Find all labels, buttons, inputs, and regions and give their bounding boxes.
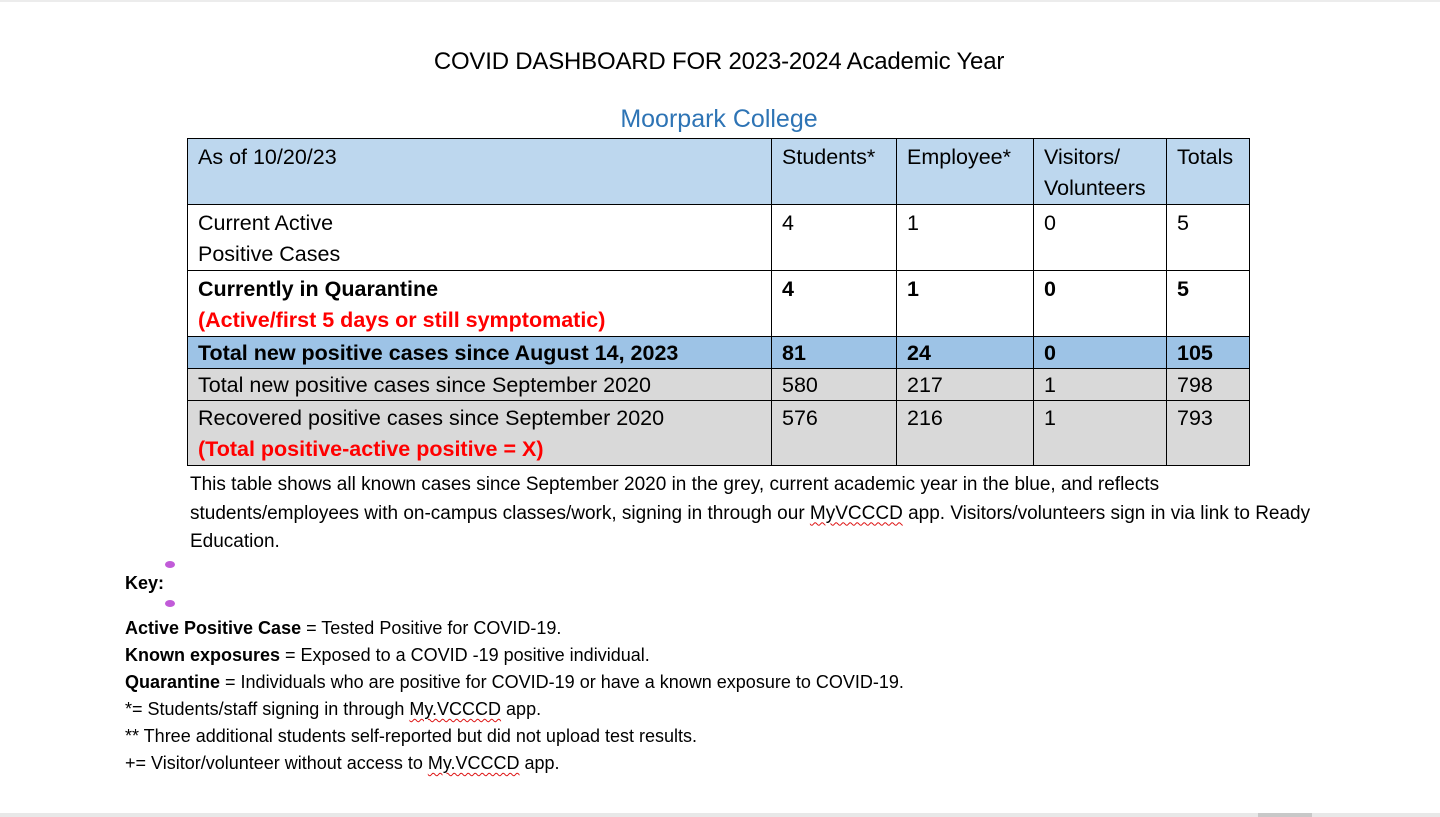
horizontal-scrollbar[interactable] <box>1258 813 1312 817</box>
key-text: app. <box>519 753 560 773</box>
key-text: += Visitor/volunteer without access to <box>125 753 428 773</box>
cell-totals: 5 <box>1167 271 1250 337</box>
key-item-double-star: ** Three additional students self-reported but did not upload test results. <box>125 726 698 746</box>
cell-employee: 217 <box>897 369 1034 401</box>
key-item-star <box>125 696 1225 723</box>
table-row <box>188 205 1250 271</box>
table-row <box>188 369 1250 401</box>
college-name: Moorpark College <box>620 105 818 133</box>
key-heading: Key: <box>125 573 165 593</box>
key-item-quarantine <box>125 669 1225 696</box>
comment-marker-icon[interactable] <box>165 561 175 568</box>
key-item-plus <box>125 750 1225 777</box>
header-visitors <box>1034 139 1167 205</box>
quarantine-label: Currently in Quarantine <box>198 277 439 301</box>
key-app-name: My.VCCCD <box>427 753 520 773</box>
note-text-2: app. Visitors/volunteers sign in via link to Ready Education. <box>190 502 1311 552</box>
cell-totals: 105 <box>1167 337 1250 369</box>
table-explanation-note <box>190 471 1320 557</box>
cell-students: 576 <box>772 401 897 466</box>
cell-visitors: 1 <box>1034 369 1167 401</box>
key-definition: = Tested Positive for COVID-19. <box>301 618 562 638</box>
row-label-active <box>188 205 772 271</box>
key-definition: = Individuals who are positive for COVID-19 or have a known exposure to COVID-19. <box>220 672 904 692</box>
cell-employee: 24 <box>897 337 1034 369</box>
cell-visitors: 0 <box>1034 271 1167 337</box>
cell-students: 81 <box>772 337 897 369</box>
cell-employee: 216 <box>897 401 1034 466</box>
row-label-recovered <box>188 401 772 466</box>
bottom-border <box>0 813 1440 817</box>
note-text-1: This table shows all known cases since September 2020 in the grey, current academic year in the blue, and reflects students/employees with on-campus classes/work, signing in through our <box>190 474 1160 524</box>
key-item-active <box>125 615 1225 642</box>
cell-visitors: 0 <box>1034 337 1167 369</box>
key-text: *= Students/staff signing in through <box>125 699 410 719</box>
table-row <box>188 271 1250 337</box>
header-visitors-line2: Volunteers <box>1044 176 1146 200</box>
key-list <box>125 615 1225 777</box>
key-text: app. <box>501 699 542 719</box>
note-app-name: MyVCCCD <box>809 502 903 524</box>
cell-totals: 798 <box>1167 369 1250 401</box>
table-row <box>188 337 1250 369</box>
recovered-label: Recovered positive cases since September 2020 <box>198 406 665 430</box>
key-app-name: My.VCCCD <box>409 699 502 719</box>
cell-students: 4 <box>772 205 897 271</box>
row-label-year-total: Total new positive cases since August 14, 2023 <box>188 337 772 369</box>
cell-totals: 5 <box>1167 205 1250 271</box>
cell-totals: 793 <box>1167 401 1250 466</box>
covid-cases-table <box>187 138 1250 466</box>
recovered-note: (Total positive-active positive = X) <box>198 437 544 461</box>
cell-visitors: 1 <box>1034 401 1167 466</box>
key-term: Known exposures <box>125 645 281 665</box>
key-definition: = Exposed to a COVID -19 positive individual. <box>280 645 650 665</box>
row-label-quarantine <box>188 271 772 337</box>
row-label-since-2020: Total new positive cases since September 2020 <box>188 369 772 401</box>
table-header-row <box>188 139 1250 205</box>
header-students: Students* <box>772 139 897 205</box>
header-visitors-line1: Visitors/ <box>1044 145 1121 169</box>
cell-employee: 1 <box>897 271 1034 337</box>
cell-students: 4 <box>772 271 897 337</box>
key-term: Active Positive Case <box>125 618 302 638</box>
document-title: COVID DASHBOARD FOR 2023-2024 Academic Year <box>433 48 1005 75</box>
key-term: Quarantine <box>125 672 221 692</box>
cell-students: 580 <box>772 369 897 401</box>
header-totals: Totals <box>1167 139 1250 205</box>
cell-visitors: 0 <box>1034 205 1167 271</box>
header-as-of: As of 10/20/23 <box>188 139 772 205</box>
table-row <box>188 401 1250 466</box>
header-employee: Employee* <box>897 139 1034 205</box>
key-item-exposure <box>125 642 1225 669</box>
active-label-line2: Positive Cases <box>198 242 341 266</box>
quarantine-note: (Active/first 5 days or still symptomatic) <box>198 308 606 332</box>
active-label-line1: Current Active <box>198 211 334 235</box>
cell-employee: 1 <box>897 205 1034 271</box>
comment-marker-icon[interactable] <box>165 600 175 607</box>
top-border <box>0 0 1440 2</box>
